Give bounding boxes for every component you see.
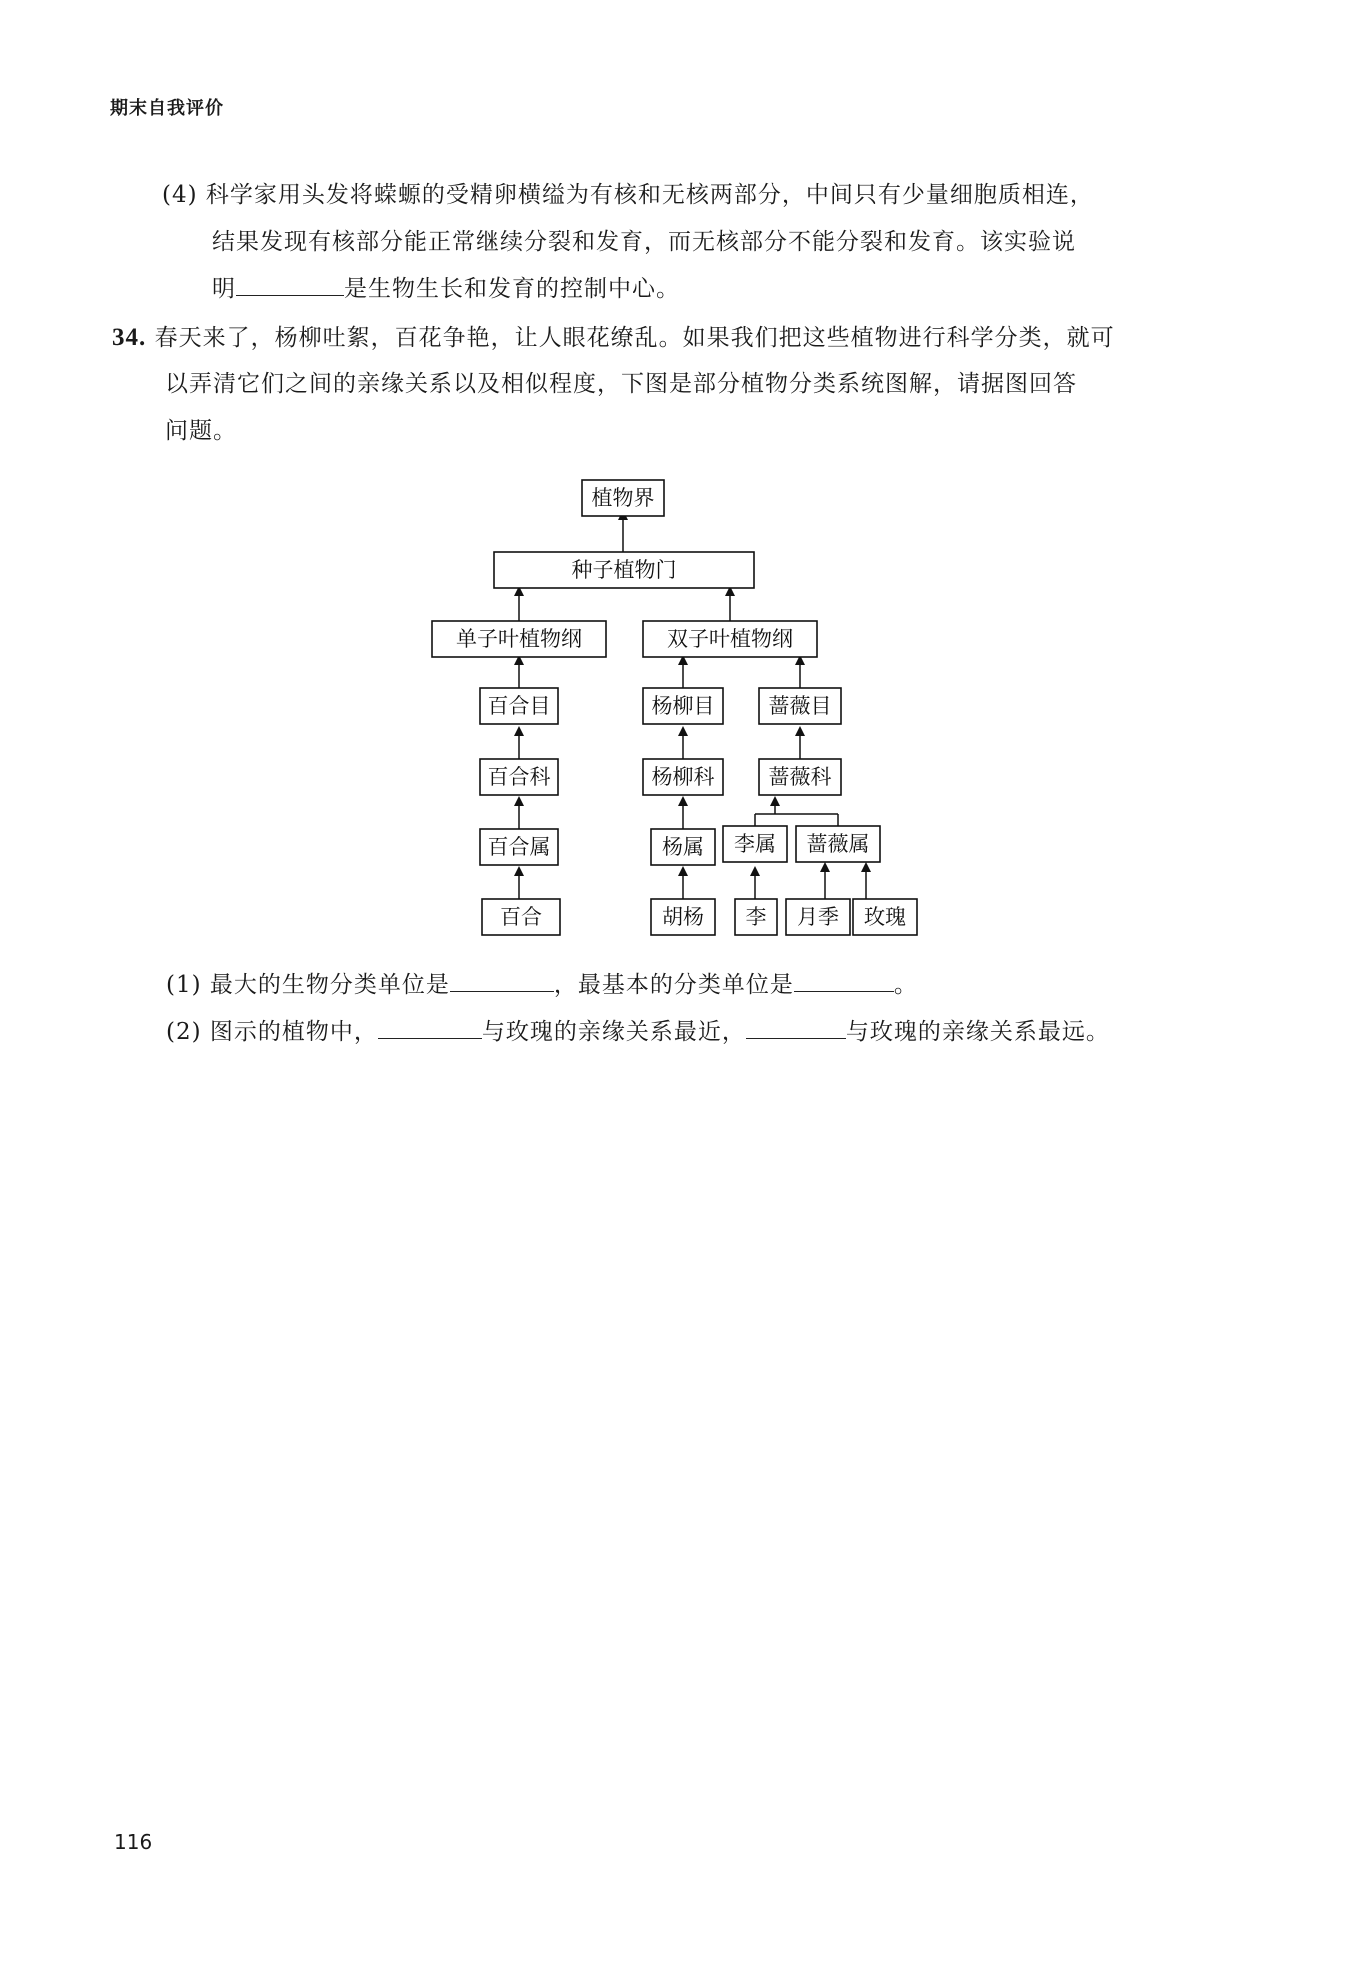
node-genus-lily [480, 829, 558, 865]
q33-part4-line3: 明 是生物生长和发育的控制中心。 [212, 266, 680, 313]
node-family-lily [480, 759, 558, 795]
q34-part1: (1) 最大的生物分类单位是 ，最基本的分类单位是 。 [166, 962, 918, 1009]
node-species-yueji [786, 899, 850, 935]
node-order-lily [480, 688, 558, 724]
svg-text:李: 李 [745, 905, 767, 929]
q34-part2: (2) 图示的植物中， 与玫瑰的亲缘关系最近， 与玫瑰的亲缘关系最远。 [166, 1009, 1110, 1056]
answer-blank-farthest[interactable] [746, 1014, 846, 1039]
node-phylum [494, 552, 754, 588]
node-order-rosa [759, 688, 841, 724]
node-kingdom [582, 480, 664, 516]
q34-line2: 以弄清它们之间的亲缘关系以及相似程度，下图是部分植物分类系统图解，请据图回答 [165, 371, 1077, 397]
node-class-dicot [643, 621, 817, 657]
section-header: 期末自我评价 [110, 98, 224, 119]
svg-text:双子叶植物纲: 双子叶植物纲 [667, 627, 793, 651]
answer-blank-largest-unit[interactable] [450, 967, 554, 992]
svg-text:杨柳科: 杨柳科 [651, 765, 715, 789]
node-genus-prunus [723, 826, 787, 862]
answer-blank-closest[interactable] [378, 1014, 482, 1039]
q34-part2-label: (2) [166, 1019, 202, 1045]
node-species-prunus [735, 899, 777, 935]
node-genus-rosa [796, 826, 880, 862]
q33-part4-text1: 科学家用头发将蝾螈的受精卵横缢为有核和无核两部分，中间只有少量细胞质相连， [205, 182, 1094, 208]
svg-text:蔷薇科: 蔷薇科 [768, 765, 832, 789]
answer-blank-basic-unit[interactable] [794, 967, 894, 992]
svg-text:百合: 百合 [500, 905, 542, 929]
svg-text:蔷薇目: 蔷薇目 [768, 694, 832, 718]
node-species-lily [482, 899, 560, 935]
q33-part4-line2: 结果发现有核部分能正常继续分裂和发育，而无核部分不能分裂和发育。该实验说 [212, 229, 1076, 255]
svg-text:玫瑰: 玫瑰 [864, 905, 906, 929]
node-genus-populus [651, 829, 715, 865]
page-number: 116 [114, 1830, 153, 1854]
svg-text:李属: 李属 [734, 832, 776, 856]
svg-text:月季: 月季 [797, 905, 839, 929]
svg-text:杨属: 杨属 [662, 835, 704, 859]
svg-text:杨柳目: 杨柳目 [651, 694, 715, 718]
node-species-meigui [853, 899, 917, 935]
node-species-populus [651, 899, 715, 935]
node-class-monocot [432, 621, 606, 657]
q34-line1: 34. 春天来了，杨柳吐絮，百花争艳，让人眼花缭乱。如果我们把这些植物进行科学分类，就可 [112, 324, 1115, 351]
svg-text:胡杨: 胡杨 [662, 905, 704, 929]
q34-part1-label: (1) [166, 972, 202, 998]
node-family-rosa [759, 759, 841, 795]
svg-text:种子植物门: 种子植物门 [571, 558, 677, 582]
q34-number: 34. [112, 324, 147, 351]
svg-text:植物界: 植物界 [591, 486, 655, 510]
svg-text:单子叶植物纲: 单子叶植物纲 [456, 627, 582, 651]
q33-part4-label: (4) [162, 182, 198, 208]
svg-text:百合属: 百合属 [487, 835, 551, 859]
svg-text:百合科: 百合科 [487, 765, 551, 789]
svg-text:蔷薇属: 蔷薇属 [806, 832, 870, 856]
node-order-salix [643, 688, 723, 724]
q34-line3: 问题。 [165, 418, 237, 444]
node-family-salix [643, 759, 723, 795]
svg-text:百合目: 百合目 [487, 694, 551, 718]
